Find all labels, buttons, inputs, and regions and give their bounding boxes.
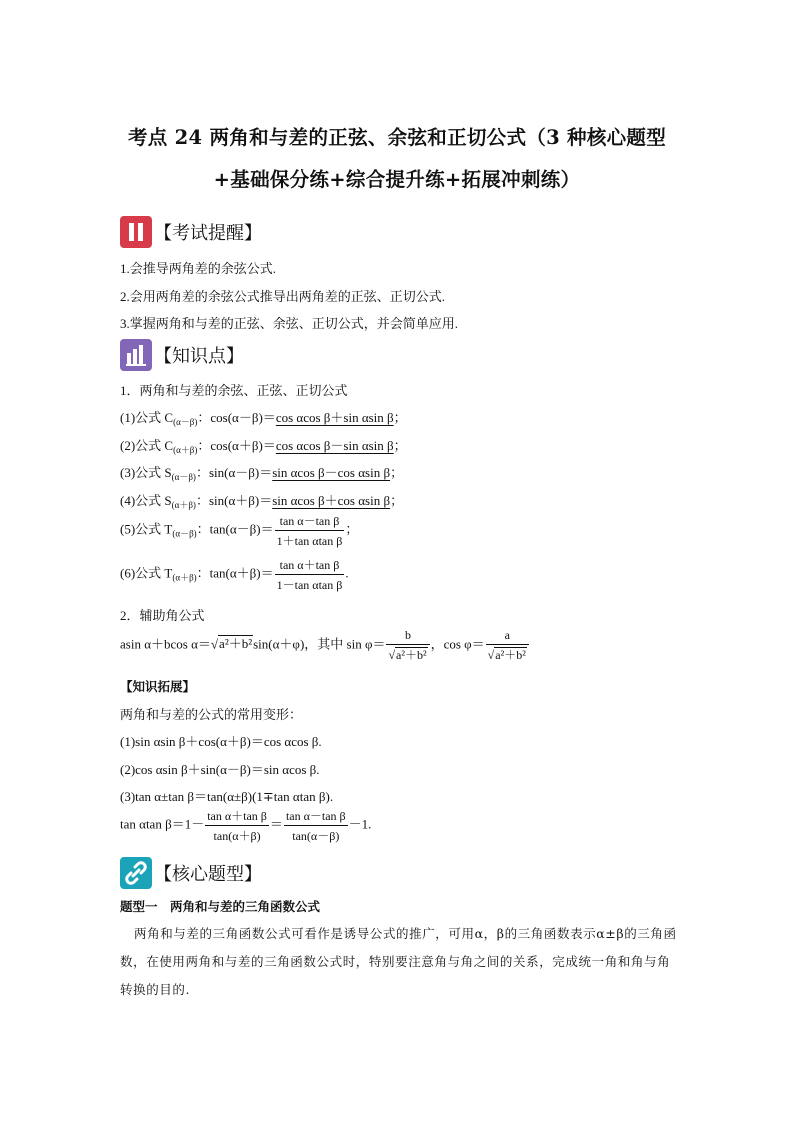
section-core-label: 【核心题型】	[154, 864, 262, 885]
page-title-line1: 考点 24 两角和与差的正弦、余弦和正切公式（3 种核心题型	[127, 126, 667, 149]
core-type-1-heading: 题型一 两角和与差的三角函数公式	[120, 899, 321, 914]
formula-2: (2)公式 $C_{(\alpha+\beta)}$：cos(α＋β)＝cos αcos β－sin αsin β；	[120, 438, 407, 455]
formula-6: (6)公式 $T_{(\alpha+\beta)}$：tan(α＋β)＝ $\frac{\text{tan α＋tan β}}{\text{1－tan αtan β}}$ .	[120, 558, 349, 592]
section-knowledge-header	[120, 338, 244, 372]
pause-bars-icon	[120, 216, 152, 248]
formula-5: (5)公式 $T_{(\alpha-\beta)}$：tan(α－β)＝ $\frac{\text{tan α－tan β}}{\text{1＋tan αtan β}}$ ；	[120, 514, 359, 548]
extend-intro: 两角和与差的公式的常用变形：	[120, 707, 303, 722]
formula-1: (1)公式 $C_{(\alpha-\beta)}$：cos(α－β)＝cos αcos β＋sin αsin β；	[120, 410, 407, 427]
extend-formula-4: tan αtan β＝1－ $\frac{\text{tan α＋tan β}}{\tan(\alpha+\beta)}$ ＝ $\frac{\text{tan α－tan β}}{\tan(\alpha-\beta)}$ －1.	[120, 809, 372, 843]
section-core-header	[120, 856, 262, 890]
page-title-line2: +基础保分练+综合提升练+拓展冲刺练）	[213, 168, 581, 191]
core-type-1-paragraph: 两角和与差的三角函数公式可看作是诱导公式的推广，可用α，β的三角函数表示α±β的三角函数，在使用两角和与差的三角函数公式时，特别要注意角与角之间的关系，完成统一角和角与角转换的目的.	[120, 926, 677, 997]
extend-formula-2: (2)cos αsin β＋sin(α－β)＝sin αcos β.	[120, 762, 320, 777]
formula-3: (3)公式 $S_{(\alpha-\beta)}$：sin(α－β)＝sin αcos β－cos αsin β；	[120, 465, 404, 482]
bar-chart-icon	[120, 339, 152, 371]
section-knowledge-label: 【知识点】	[154, 346, 244, 367]
exam-item-3: 3.掌握两角和与差的正弦、余弦、正切公式，并会简单应用.	[120, 316, 459, 331]
extend-formula-1: (1)sin αsin β＋cos(α＋β)＝cos αcos β.	[120, 734, 322, 749]
knowledge-heading-2: 2．辅助角公式	[120, 608, 205, 623]
extend-formula-3: (3)tan α±tan β＝tan(α±β)(1∓tan αtan β).	[120, 789, 334, 804]
knowledge-heading-1: 1．两角和与差的余弦、正弦、正切公式	[120, 383, 348, 398]
link-icon	[120, 857, 152, 889]
section-exam-header	[120, 215, 262, 249]
auxiliary-angle-formula: asin α＋bcos α＝√a²＋b²sin(α＋φ)，其中 sin φ＝ $\frac{b}{\text{√a²＋b²}}$ ，cos φ＝ $\frac{a}{\text{√a²＋b²}}$	[120, 628, 530, 663]
exam-item-2: 2.会用两角差的余弦公式推导出两角差的正弦、正切公式.	[120, 289, 446, 304]
knowledge-extend-heading: 【知识拓展】	[120, 679, 196, 694]
formula-4: (4)公式 $S_{(\alpha+\beta)}$：sin(α＋β)＝sin αcos β＋cos αsin β；	[120, 493, 404, 510]
exam-item-1: 1.会推导两角差的余弦公式.	[120, 261, 277, 276]
section-exam-label: 【考试提醒】	[154, 223, 262, 244]
